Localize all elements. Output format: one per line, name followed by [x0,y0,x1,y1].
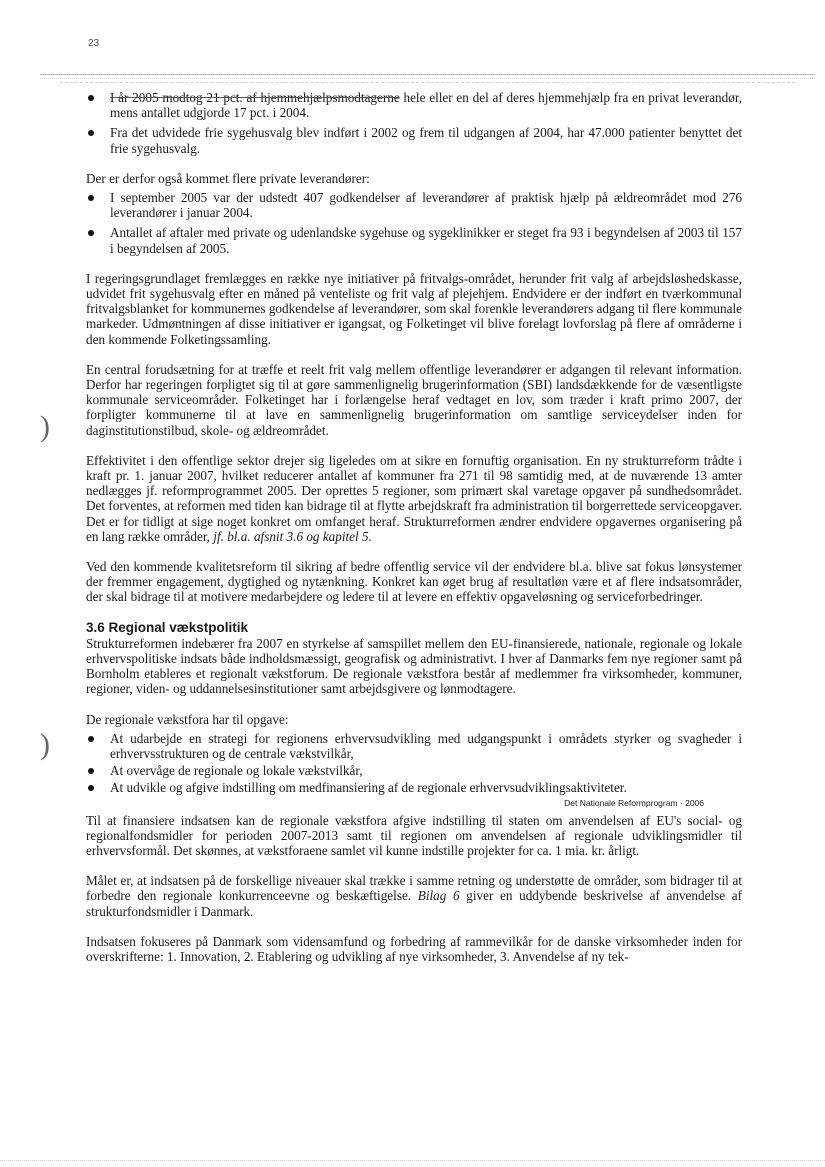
list-item: Antallet af aftaler med private og udenlandske sygehuse og sygeklinikker er steget fra 93 i begyndelsen af 2003 til 157 i begyndelsen af 2005. [86,225,742,255]
paragraph: En central forudsætning for at træffe et reelt frit valg mellem offentlige leverandører er adgangen til relevant information. Derfor har regeringen forpligtet sig til at gøre sammenlignelig brugerinformation (SBI) landsdækkende for de væsentligste kommunale serviceområder. Folketinget har i forlængelse heraf vedtaget en lov, som træder i kraft primo 2007, der forpligter kommunerne til at lave en sammenlignelig brugerinformation om samtlige serviceydelser inden for daginstitutionstilbud, skole- og ældreområdet. [86,361,742,438]
paragraph: De regionale vækstfora har til opgave: [86,711,289,727]
list-item: At udvikle og afgive indstilling om medfinansiering af de regionale erhvervsudviklingsaktiviteter. [86,780,742,795]
paragraph: Indsatsen fokuseres på Danmark som vidensamfund og forbedring af rammevilkår for de danske virksomheder inden for overskrifterne: 1. Innovation, 2. Etablering og udvikling af nye virksomheder, 3. Anvendelse af ny tek- [86,933,742,964]
source-note: Det Nationale Reformprogram · 2006 [564,797,704,808]
margin-mark: ) [40,410,50,443]
paragraph: Til at finansiere indsatsen kan de regionale vækstfora afgive indstilling til staten om anvendelsen af EU's social- og regionalfondsmidler for perioden 2007-2013 samt til regionen om anvendelsen af regionale udviklingsmidler til erhvervsformål. Det skønnes, at vækstforaene samlet vil kunne indstille projekter for ca. 1 mia. kr. årligt. [86,812,742,858]
annex-reference: Bilag 6 [417,888,460,904]
scan-header-lines [0,72,825,86]
bullet-list-providers [86,190,742,256]
paragraph: I regeringsgrundlaget fremlægges en række nye initiativer på fritvalgs-området, herunder frit valg af arbejdsløshedskasse, udvidet frit sygehusvalg efter en måned på venteliste og frit valg af plejehjem. Endvidere er der indført en tværkommunal fritvalgsblanket for kommunernes godkendelse af leverandører, som skal forenkle leverandørers adgang til flere kommunale markeder. Udmøntningen af disse initiativer er igangsat, og Folketinget vil blive forelagt lovforslag på flere af områderne i den kommende Folketingssamling. [86,270,742,347]
scan-footer-line [0,1160,825,1161]
paragraph: Målet er, at indsatsen på de forskellige niveauer skal trække i samme retning og understøtte de områder, som bidrager til at forbedre den regionale konkurrenceevne og beskæftigelse. Bilag 6 giver en uddybende beskrivelse af anvendelse af strukturfondsmidler i Danmark. [86,873,742,919]
cross-reference: jf. bl.a. afsnit 3.6 og kapitel 5. [209,528,372,544]
list-item: Fra det udvidede frie sygehusvalg blev indført i 2002 og frem til udgangen af 2004, har 47.000 patienter benyttet det frie sygehusvalg. [86,125,742,155]
paragraph: Effektivitet i den offentlige sektor drejer sig ligeledes om at sikre en fornuftig organisation. En ny strukturreform trådte i kraft pr. 1. januar 2007, hvilket reducerer antallet af kommuner fra 271 til 98 samtidig med, at de nuværende 13 amter nedlægges jf. reformprogrammet 2005. Der oprettes 5 regioner, som primært skal varetage opgaver på sundhedsområdet. Det forventes, at reformen med tiden kan bidrage til at flytte arbejdskraft fra administration til borgerrettede serviceopgaver. Det er for tidligt at sige noget konkret om omfanget heraf. Strukturreformen ændrer endvidere opgavernes organisering på en lang række områder, jf. bl.a. afsnit 3.6 og kapitel 5. [86,452,742,544]
list-item: I september 2005 var der udstedt 407 godkendelser af leverandører af praktisk hjælp på ældreområdet mod 276 leverandører i januar 2004. [86,190,742,220]
paragraph: Der er derfor også kommet flere private leverandører: [86,170,370,186]
bullet-list-tasks [86,731,742,796]
bullet-list-statistics [86,90,742,156]
document-body [86,90,742,979]
margin-mark: ) [40,728,50,761]
list-item: At overvåge de regionale og lokale vækstvilkår, [86,763,742,778]
paragraph: Strukturreformen indebærer fra 2007 en styrkelse af samspillet mellem den EU-finansierede, nationale, regionale og lokale erhvervspolitiske indsats både indholdsmæssigt, geografisk og administrativt. I hver af Danmarks fem nye regioner samt på Bornholm etableres et regionalt vækstforum. De regionale vækstfora består af medlemmer fra virksomheder, kommuner, regioner, viden- og uddannelsesinstitutioner samt arbejdsgivere og lønmodtagere. [86,635,742,697]
list-item: I år 2005 modtog 21 pct. af hjemmehjælpsmodtagerne hele eller en del af deres hjemmehjælp fra en privat leverandør, mens antallet udgjorde 17 pct. i 2004. [86,90,742,120]
page-number: 23 [88,38,100,49]
section-heading: 3.6 Regional vækstpolitik [86,619,249,635]
struck-text: I år 2005 modtog 21 pct. af hjemmehjælpsmodtagerne [110,90,400,105]
paragraph: Ved den kommende kvalitetsreform til sikring af bedre offentlig service vil der endvidere bl.a. blive sat fokus lønsystemer der fremmer engagement, dygtighed og nytænkning. Konkret kan øget brug af resultatløn være et af flere indsatsområder, der skal bidrage til at motivere medarbejdere og ledere til at levere en effektiv opgaveløsning og serviceforbedringer. [86,559,742,605]
list-item: At udarbejde en strategi for regionens erhvervsudvikling med udgangspunkt i områdets styrker og svagheder i erhvervsstrukturen og de centrale vækstvilkår, [86,731,742,761]
